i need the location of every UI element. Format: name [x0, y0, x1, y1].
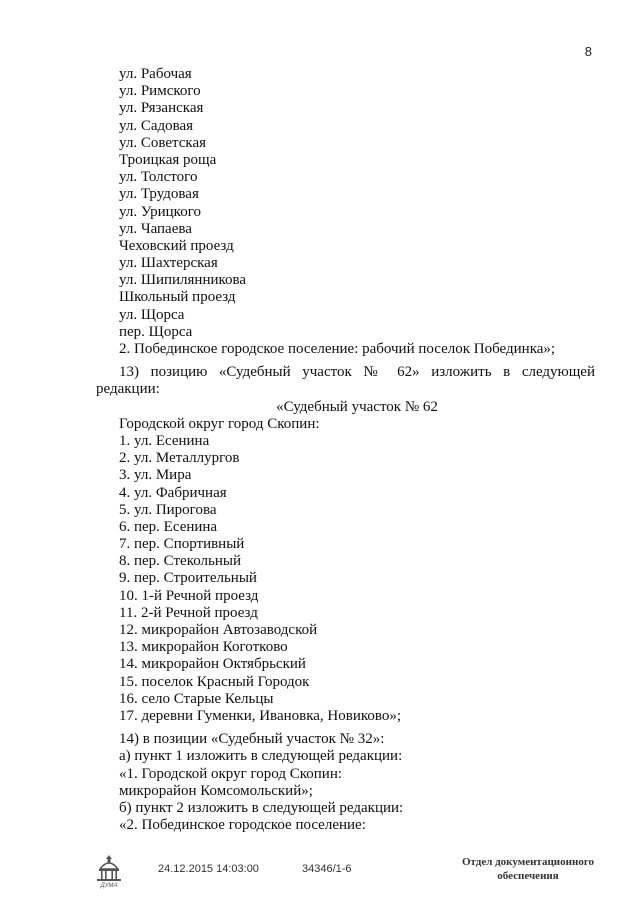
section-heading: «Судебный участок № 62 [276, 398, 438, 415]
list-item: ул. Рязанская [119, 100, 204, 117]
list-item: 16. село Старые Кельцы [119, 690, 274, 707]
paragraph-14 [119, 731, 595, 834]
list-item: 2. ул. Металлургов [119, 450, 240, 467]
list-item: ул. Римского [119, 83, 201, 100]
list-item: 1. ул. Есенина [119, 432, 210, 449]
paragraph-line: «1. Городской округ город Скопин: [119, 765, 343, 782]
list-item: 7. пер. Спортивный [119, 536, 245, 553]
paragraph-line: 14) в позиции «Судебный участок № 32»: [119, 731, 385, 748]
paragraph-line: «2. Побединское городское поселение: [119, 817, 366, 834]
paragraph-line: микрорайон Комсомольский»; [119, 782, 313, 799]
list-item: ул. Садовая [119, 117, 194, 134]
list-item: 4. ул. Фабричная [119, 484, 227, 501]
list-item: Чеховский проезд [119, 237, 234, 254]
footer-document-code: 34346/1-6 [302, 863, 352, 875]
list-item: 5. ул. Пирогова [119, 501, 217, 518]
list-item: ул. Шипилянникова [119, 272, 247, 289]
list-item: 8. пер. Стекольный [119, 553, 241, 570]
list-item: 2. Побединское городское поселение: рабочий поселок Побединка»; [119, 341, 556, 357]
list-item: Школьный проезд [119, 289, 236, 306]
stamp-line-2: обеспечения [497, 870, 559, 882]
list-item: ул. Толстого [119, 169, 198, 186]
paragraph-13-line-2: редакции: [96, 381, 160, 398]
logo-text: ДУМА [100, 883, 118, 889]
document-body [96, 66, 595, 834]
list-item: ул. Урицкого [119, 203, 201, 220]
list-item: ул. Шахтерская [119, 255, 218, 272]
list-item: ул. Рабочая [119, 66, 192, 82]
list-item: Троицкая роща [119, 151, 217, 168]
footer-date: 24.12.2015 14:03:00 [158, 863, 259, 875]
list-item: 3. ул. Мира [119, 467, 192, 484]
paragraph-13 [119, 364, 595, 381]
list-item: 15. поселок Красный Городок [119, 673, 310, 690]
section-subheading: Городской округ город Скопин: [119, 415, 320, 432]
page-footer [0, 845, 640, 905]
paragraph-13-line-1: 13) позицию «Судебный участок № 62» изложить в следующей [119, 364, 595, 381]
duma-logo-icon [92, 853, 126, 889]
paragraph-line: а) пункт 1 изложить в следующей редакции: [119, 748, 403, 765]
list-item: ул. Советская [119, 134, 206, 151]
list-item: 9. пер. Строительный [119, 570, 257, 587]
paragraph-line: б) пункт 2 изложить в следующей редакции: [119, 799, 404, 816]
department-stamp [448, 855, 608, 883]
list-item: ул. Щорса [119, 306, 185, 323]
list-item: 6. пер. Есенина [119, 518, 218, 535]
list-item: ул. Трудовая [119, 186, 199, 203]
district-62-list [119, 433, 595, 725]
list-item: ул. Чапаева [119, 220, 192, 237]
list-item: 11. 2-й Речной проезд [119, 604, 258, 621]
list-item: 17. деревни Гуменки, Ивановка, Новиково»; [119, 707, 402, 724]
list-item: 10. 1-й Речной проезд [119, 587, 259, 604]
page-number: 8 [584, 44, 592, 59]
street-list-top [119, 66, 595, 358]
list-item: 12. микрорайон Автозаводской [119, 622, 318, 638]
list-item: пер. Щорса [119, 323, 193, 340]
stamp-line-1: Отдел документационного [461, 856, 595, 868]
list-item: 13. микрорайон Коготково [119, 639, 288, 656]
list-item: 14. микрорайон Октябрьский [119, 656, 306, 673]
